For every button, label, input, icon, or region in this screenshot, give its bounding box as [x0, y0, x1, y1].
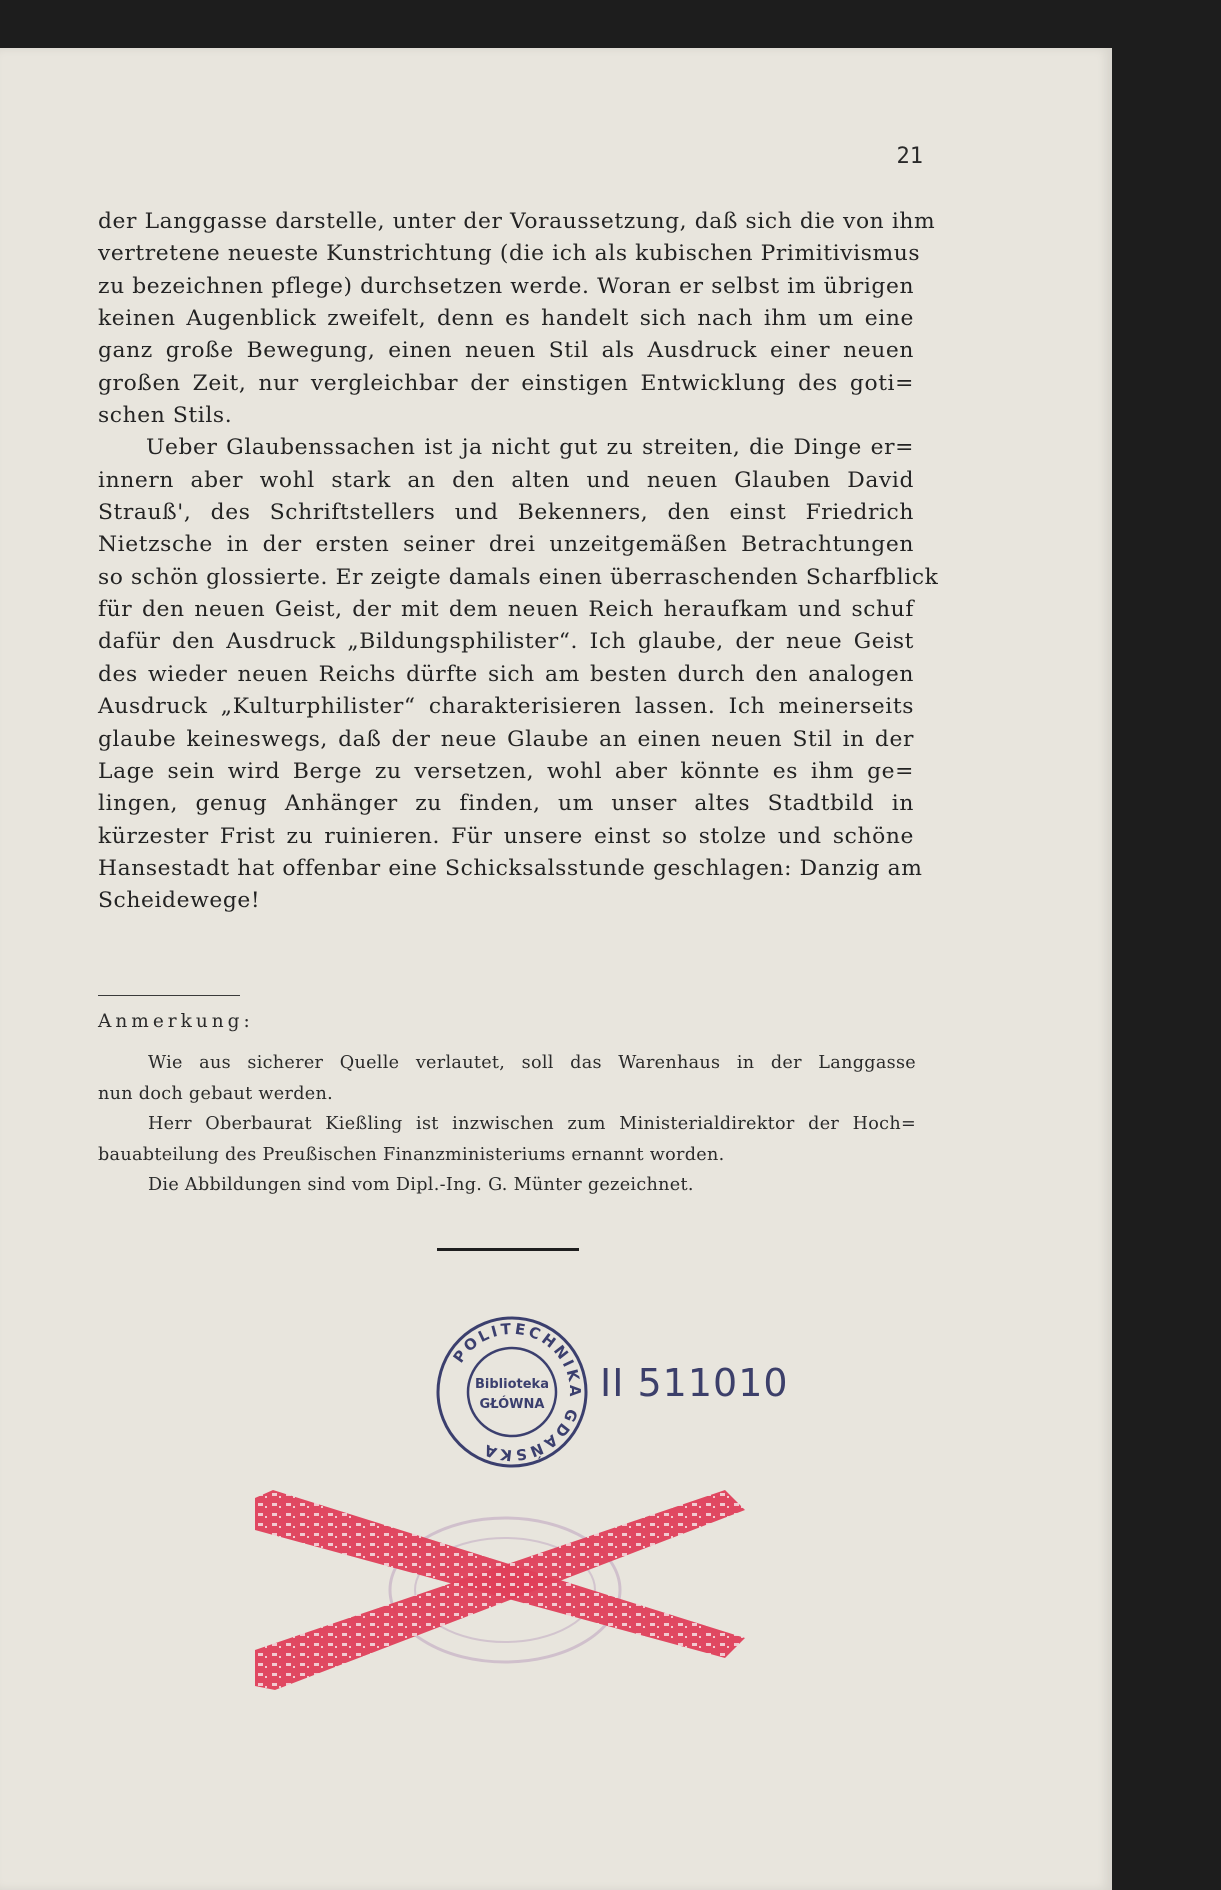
text-line: keinen Augenblick zweifelt, denn es handelt sich nach ihm um eine: [98, 306, 914, 332]
text-line: glaube keineswegs, daß der neue Glaube an einen neuen Stil in der: [98, 726, 914, 752]
text-line: innern aber wohl stark an den alten und neuen Glauben David: [98, 467, 914, 493]
text-line: Lage sein wird Berge zu versetzen, wohl aber könnte es ihm ge=: [98, 758, 914, 784]
text-line: kürzester Frist zu ruinieren. Für unsere einst so stolze und schöne: [98, 823, 914, 849]
footnote-line: bauabteilung des Preußischen Finanzministeriums ernannt worden.: [98, 1144, 725, 1165]
text-line: des wieder neuen Reichs dürfte sich am besten durch den analogen: [98, 661, 914, 687]
text-line: der Langgasse darstelle, unter der Voraussetzung, daß sich die von ihm: [98, 209, 936, 234]
text-line: Nietzsche in der ersten seiner drei unzeitgemäßen Betrachtungen: [98, 532, 914, 558]
svg-text:POLITECHNIKA GDAŃSKA: [449, 1320, 584, 1465]
body-text: [98, 206, 939, 918]
text-line: so schön glossierte. Er zeigte damals einen überraschenden Scharfblick: [98, 564, 939, 590]
footnote-separator: [98, 995, 240, 996]
stamp-line-1: Biblioteka: [475, 1377, 549, 1392]
text-line: Strauß', des Schriftstellers und Bekenners, den einst Friedrich: [98, 500, 914, 526]
document-page: [0, 48, 1112, 1890]
text-line: Ueber Glaubenssachen ist ja nicht gut zu streiten, die Dinge er=: [146, 435, 914, 461]
text-line: dafür den Ausdruck „Bildungsphilister“. Ich glaube, der neue Geist: [98, 629, 914, 655]
text-line: vertretene neueste Kunstrichtung (die ich als kubischen Primitivismus: [98, 241, 921, 267]
text-line: schen Stils.: [98, 403, 233, 429]
text-line: lingen, genug Anhänger zu finden, um unser altes Stadtbild in: [98, 791, 914, 817]
footnote-line: Herr Oberbaurat Kießling ist inzwischen zum Ministerialdirektor der Hoch=: [148, 1114, 916, 1134]
text-line: Hansestadt hat offenbar eine Schicksalsstunde geschlagen: Danzig am: [98, 855, 923, 881]
footnote-line: Die Abbildungen sind vom Dipl.-Ing. G. Münter gezeichnet.: [148, 1175, 694, 1195]
text-line: für den neuen Geist, der mit dem neuen Reich heraufkam und schuf: [98, 597, 914, 623]
closing-rule: [437, 1248, 579, 1251]
text-line: Scheidewege!: [98, 888, 261, 914]
page-number: 21: [896, 144, 923, 169]
text-line: zu bezeichnen pflege) durchsetzen werde. Woran er selbst im übrigen: [98, 273, 915, 299]
text-line: Ausdruck „Kulturphilister“ charakterisieren lassen. Ich meinerseits: [98, 694, 914, 720]
footnote-line: nun doch gebaut werden.: [98, 1083, 334, 1104]
library-stamp: [432, 1312, 592, 1472]
shelfmark: II 511010: [600, 1361, 789, 1405]
text-line: ganz große Bewegung, einen neuen Stil als Ausdruck einer neuen: [98, 338, 914, 364]
cancel-cross-mark: [255, 1490, 745, 1690]
stamp-ring-text: POLITECHNIKA GDAŃSKA: [449, 1319, 585, 1465]
footnote-line: Wie aus sicherer Quelle verlautet, soll das Warenhaus in der Langgasse: [148, 1053, 916, 1073]
footnote-heading: Anmerkung:: [98, 1011, 254, 1032]
footnote-block: [98, 1006, 916, 1201]
text-line: großen Zeit, nur vergleichbar der einstigen Entwicklung des goti=: [98, 370, 914, 396]
stamp-line-2: GŁÓWNA: [479, 1397, 545, 1412]
